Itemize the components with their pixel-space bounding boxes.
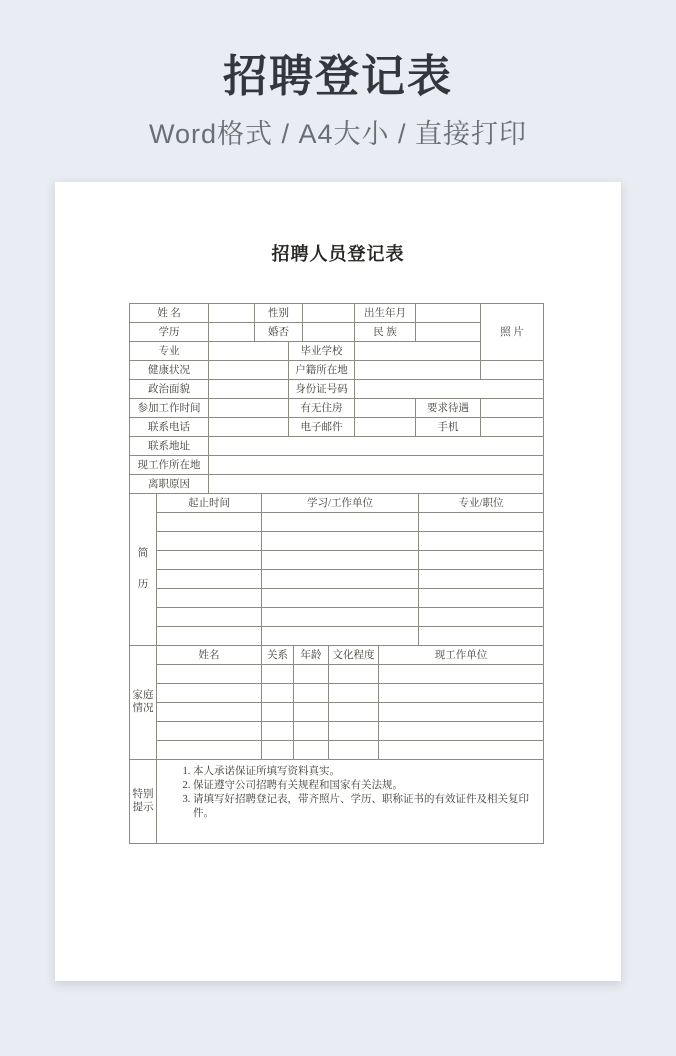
row-health-residence (130, 360, 544, 379)
health-label: 健康状况 (130, 360, 209, 379)
family-label-line-1: 家庭 (132, 690, 154, 702)
resume-label-char-2: 历 (137, 579, 149, 591)
blank-cell (157, 626, 262, 645)
blank-cell (157, 569, 262, 588)
blank-cell (294, 740, 329, 759)
row-address (130, 436, 544, 455)
gender-label: 性别 (255, 303, 303, 322)
banner-subtitle: Word格式 / A4大小 / 直接打印 (148, 118, 528, 149)
salary-value-cell (481, 398, 544, 417)
major-label: 专业 (130, 341, 209, 360)
resume-section-label-stack (130, 547, 156, 591)
school-value-cell (355, 341, 481, 360)
ethnicity-label: 民 族 (355, 322, 416, 341)
blank-cell (262, 512, 419, 531)
notes-row (130, 759, 544, 843)
basic-info-table (129, 303, 544, 494)
resume-empty-row (130, 588, 544, 607)
family-empty-row (130, 664, 544, 683)
resume-empty-row (130, 626, 544, 645)
notes-item: 1. 本人承诺保证所填写资料真实。 (193, 765, 539, 779)
row-political-id (130, 379, 544, 398)
notes-content-cell (157, 759, 544, 843)
blank-cell (419, 531, 544, 550)
id-number-label: 身份证号码 (289, 379, 355, 398)
blank-cell (262, 550, 419, 569)
political-value-cell (209, 379, 289, 398)
resume-section-label (130, 493, 157, 645)
residence-value-cell (355, 360, 481, 379)
birth-label: 出生年月 (355, 303, 416, 322)
blank-cell (262, 607, 419, 626)
ethnicity-value-cell (416, 322, 481, 341)
blank-cell (294, 702, 329, 721)
family-empty-row (130, 702, 544, 721)
right-blank-cell (481, 360, 544, 379)
work-start-value-cell (209, 398, 289, 417)
blank-cell (379, 683, 544, 702)
marital-label: 婚否 (255, 322, 303, 341)
blank-cell (262, 626, 419, 645)
resume-empty-row (130, 512, 544, 531)
blank-cell (262, 740, 294, 759)
blank-cell (329, 740, 379, 759)
phone-label: 联系电话 (130, 417, 209, 436)
marital-value-cell (303, 322, 355, 341)
school-label: 毕业学校 (289, 341, 355, 360)
resume-header-row (130, 493, 544, 512)
name-value-cell (209, 303, 255, 322)
residence-label: 户籍所在地 (289, 360, 355, 379)
blank-cell (262, 664, 294, 683)
blank-cell (379, 721, 544, 740)
leave-reason-value-cell (209, 474, 544, 493)
form-table-area (129, 303, 545, 844)
blank-cell (157, 721, 262, 740)
blank-cell (329, 702, 379, 721)
blank-cell (294, 721, 329, 740)
resume-header-period: 起止时间 (157, 493, 262, 512)
phone-value-cell (209, 417, 289, 436)
blank-cell (379, 702, 544, 721)
name-label: 姓 名 (130, 303, 209, 322)
family-header-age: 年龄 (294, 645, 329, 664)
blank-cell (329, 683, 379, 702)
family-empty-row (130, 721, 544, 740)
blank-cell (262, 588, 419, 607)
blank-cell (262, 531, 419, 550)
blank-cell (157, 531, 262, 550)
row-workstart-housing-salary (130, 398, 544, 417)
address-value-cell (209, 436, 544, 455)
resume-label-char-1: 简 (137, 548, 149, 560)
form-title: 招聘人员登记表 (271, 243, 405, 264)
resume-empty-row (130, 531, 544, 550)
current-location-label: 现工作所在地 (130, 455, 209, 474)
health-value-cell (209, 360, 289, 379)
family-header-row (130, 645, 544, 664)
blank-cell (294, 664, 329, 683)
major-value-cell (209, 341, 289, 360)
salary-label: 要求待遇 (416, 398, 481, 417)
housing-label: 有无住房 (289, 398, 355, 417)
blank-cell (157, 664, 262, 683)
row-current-location (130, 455, 544, 474)
email-label: 电子邮件 (289, 417, 355, 436)
row-name-gender-birth (130, 303, 544, 322)
notes-label-line-1: 特别 (132, 789, 154, 801)
family-header-name: 姓名 (157, 645, 262, 664)
housing-value-cell (355, 398, 416, 417)
blank-cell (419, 607, 544, 626)
blank-cell (294, 683, 329, 702)
blank-cell (157, 683, 262, 702)
address-label: 联系地址 (130, 436, 209, 455)
blank-cell (262, 683, 294, 702)
gender-value-cell (303, 303, 355, 322)
notes-label-line-2: 提示 (132, 802, 154, 814)
notes-list (157, 765, 539, 821)
banner (0, 0, 676, 151)
family-section-label (130, 645, 157, 759)
family-header-relation: 关系 (262, 645, 294, 664)
resume-empty-row (130, 550, 544, 569)
resume-header-position: 专业/职位 (419, 493, 544, 512)
resume-header-organization: 学习/工作单位 (262, 493, 419, 512)
current-location-value-cell (209, 455, 544, 474)
blank-cell (157, 550, 262, 569)
banner-title: 招聘登记表 (223, 52, 453, 101)
notes-item: 3. 请填写好招聘登记表，带齐照片、学历、职称证书的有效证件及相关复印件。 (193, 793, 539, 821)
id-number-value-cell (355, 379, 544, 398)
birth-value-cell (416, 303, 481, 322)
mobile-label: 手机 (416, 417, 481, 436)
blank-cell (419, 588, 544, 607)
mobile-value-cell (481, 417, 544, 436)
notes-section-label (130, 759, 157, 843)
blank-cell (262, 569, 419, 588)
blank-cell (157, 512, 262, 531)
blank-cell (329, 664, 379, 683)
family-empty-row (130, 683, 544, 702)
blank-cell (379, 740, 544, 759)
family-empty-row (130, 740, 544, 759)
resume-empty-row (130, 607, 544, 626)
blank-cell (157, 702, 262, 721)
photo-cell: 照 片 (481, 303, 544, 360)
education-value-cell (209, 322, 255, 341)
blank-cell (419, 550, 544, 569)
row-phone-email-mobile (130, 417, 544, 436)
work-start-label: 参加工作时间 (130, 398, 209, 417)
blank-cell (157, 588, 262, 607)
leave-reason-label: 离职原因 (130, 474, 209, 493)
email-value-cell (355, 417, 416, 436)
blank-cell (329, 721, 379, 740)
blank-cell (157, 740, 262, 759)
family-header-education: 文化程度 (329, 645, 379, 664)
blank-cell (419, 512, 544, 531)
blank-cell (262, 721, 294, 740)
resume-empty-row (130, 569, 544, 588)
blank-cell (419, 569, 544, 588)
education-label: 学历 (130, 322, 209, 341)
row-leave-reason (130, 474, 544, 493)
blank-cell (379, 664, 544, 683)
family-table (129, 645, 544, 760)
notes-table (129, 759, 544, 844)
family-header-workunit: 现工作单位 (379, 645, 544, 664)
blank-cell (419, 626, 544, 645)
political-label: 政治面貌 (130, 379, 209, 398)
family-label-line-2: 情况 (132, 703, 154, 715)
blank-cell (157, 607, 262, 626)
notes-item: 2. 保证遵守公司招聘有关规程和国家有关法规。 (193, 779, 539, 793)
resume-table (129, 493, 544, 646)
blank-cell (262, 702, 294, 721)
document-page (55, 182, 621, 981)
